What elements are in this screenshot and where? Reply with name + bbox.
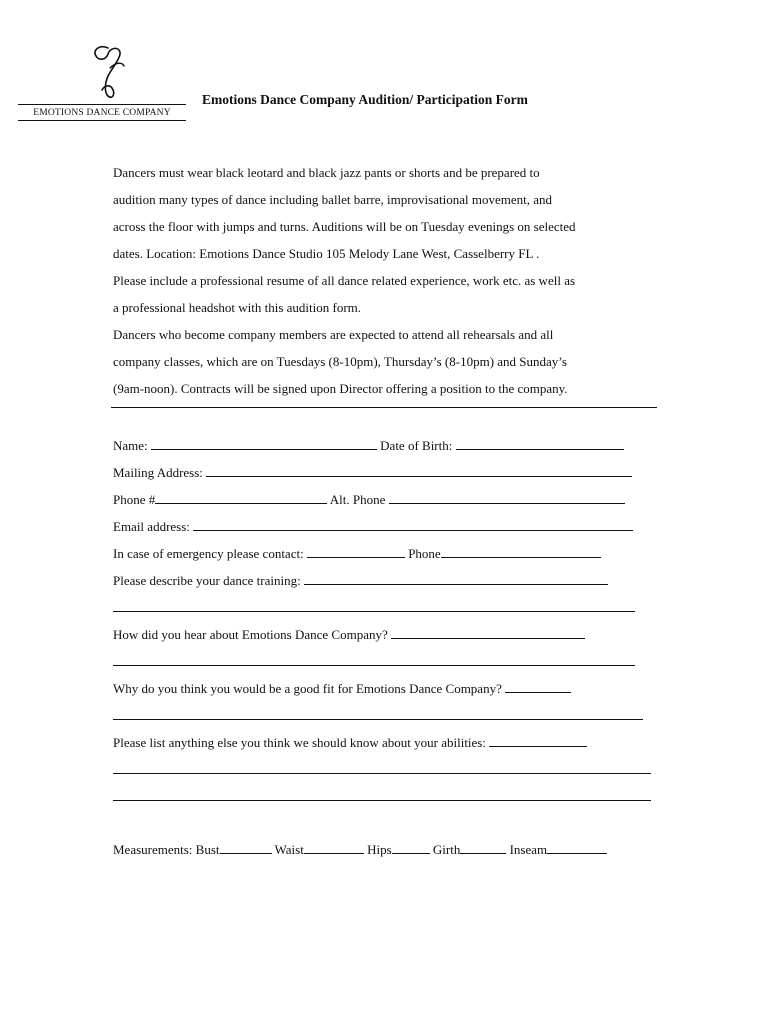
measurements-label: Measurements: (113, 842, 196, 857)
dob-label: Date of Birth: (376, 438, 456, 453)
section-divider (111, 407, 657, 408)
inseam-field[interactable] (547, 841, 607, 854)
hips-label: Hips (363, 842, 392, 857)
alt-phone-label: Alt. Phone (327, 492, 389, 507)
email-label: Email address: (113, 519, 194, 534)
abilities-field-line-3[interactable] (113, 788, 651, 801)
hear-row-2 (113, 653, 635, 670)
girth-label: Girth (429, 842, 461, 857)
fit-field[interactable] (505, 680, 571, 693)
alt-phone-field[interactable] (389, 491, 625, 504)
fit-label: Why do you think you would be a good fit for Emotions Dance Company? (113, 681, 506, 696)
email-field[interactable] (193, 518, 633, 531)
abilities-row (113, 734, 587, 751)
abilities-label: Please list anything else you think we should know about your abilities: (113, 735, 490, 750)
abilities-row-2 (113, 761, 651, 778)
waist-field[interactable] (304, 841, 364, 854)
emergency-label: In case of emergency please contact: (113, 546, 307, 561)
emergency-phone-field[interactable] (441, 545, 601, 558)
inseam-label: Inseam (506, 842, 548, 857)
hear-row (113, 626, 585, 643)
bust-field[interactable] (220, 841, 272, 854)
instructions-line: company classes, which are on Tuesdays (8-10pm), Thursday’s (8-10pm) and Sunday’s (113, 354, 567, 369)
logo-wordmark: EMOTIONS DANCE COMPANY (33, 108, 171, 118)
instructions-line: Dancers who become company members are expected to attend all rehearsals and all (113, 327, 554, 342)
instructions-line: Please include a professional resume of all dance related experience, work etc. as well as (113, 273, 576, 288)
training-field-line-2[interactable] (113, 599, 635, 612)
phone-row (113, 491, 625, 508)
hear-label: How did you hear about Emotions Dance Company? (113, 627, 391, 642)
training-label: Please describe your dance training: (113, 573, 304, 588)
instructions-line: Dancers must wear black leotard and black jazz pants or shorts and be prepared to (113, 165, 540, 180)
abilities-field[interactable] (489, 734, 587, 747)
fit-row-2 (113, 707, 643, 724)
name-dob-row (113, 437, 624, 454)
measurements-row (113, 841, 607, 858)
instructions-text (113, 162, 663, 405)
mailing-label: Mailing Address: (113, 465, 207, 480)
training-field[interactable] (304, 572, 608, 585)
instructions-line: across the floor with jumps and turns. Auditions will be on Tuesday evenings on selected (113, 219, 576, 234)
fit-field-line-2[interactable] (113, 707, 643, 720)
instructions-line: dates. Location: Emotions Dance Studio 105 Melody Lane West, Casselberry FL . (113, 246, 540, 261)
hips-field[interactable] (392, 841, 430, 854)
email-row (113, 518, 633, 535)
emergency-contact-field[interactable] (307, 545, 405, 558)
emergency-phone-label: Phone (404, 546, 441, 561)
training-row-2 (113, 599, 635, 616)
girth-field[interactable] (460, 841, 506, 854)
emergency-row (113, 545, 601, 562)
instructions-line: (9am-noon). Contracts will be signed upon Director offering a position to the company. (113, 381, 568, 396)
mailing-field[interactable] (206, 464, 632, 477)
phone-field[interactable] (155, 491, 327, 504)
bust-label: Bust (195, 842, 220, 857)
signature-logo-icon (78, 40, 138, 102)
abilities-row-3 (113, 788, 651, 805)
name-field[interactable] (151, 437, 377, 450)
abilities-field-line-2[interactable] (113, 761, 651, 774)
logo-rule-bottom (18, 120, 186, 121)
instructions-line: a professional headshot with this audition form. (113, 300, 362, 315)
mailing-row (113, 464, 632, 481)
hear-field-line-2[interactable] (113, 653, 635, 666)
company-logo (18, 40, 190, 122)
dob-field[interactable] (456, 437, 624, 450)
phone-label: Phone # (113, 492, 156, 507)
waist-label: Waist (271, 842, 304, 857)
hear-field[interactable] (391, 626, 585, 639)
training-row (113, 572, 608, 589)
name-label: Name: (113, 438, 151, 453)
fit-row (113, 680, 571, 697)
form-title: Emotions Dance Company Audition/ Participation Form (202, 92, 528, 107)
instructions-line: audition many types of dance including ballet barre, improvisational movement, and (113, 192, 552, 207)
logo-rule-top (18, 104, 186, 105)
